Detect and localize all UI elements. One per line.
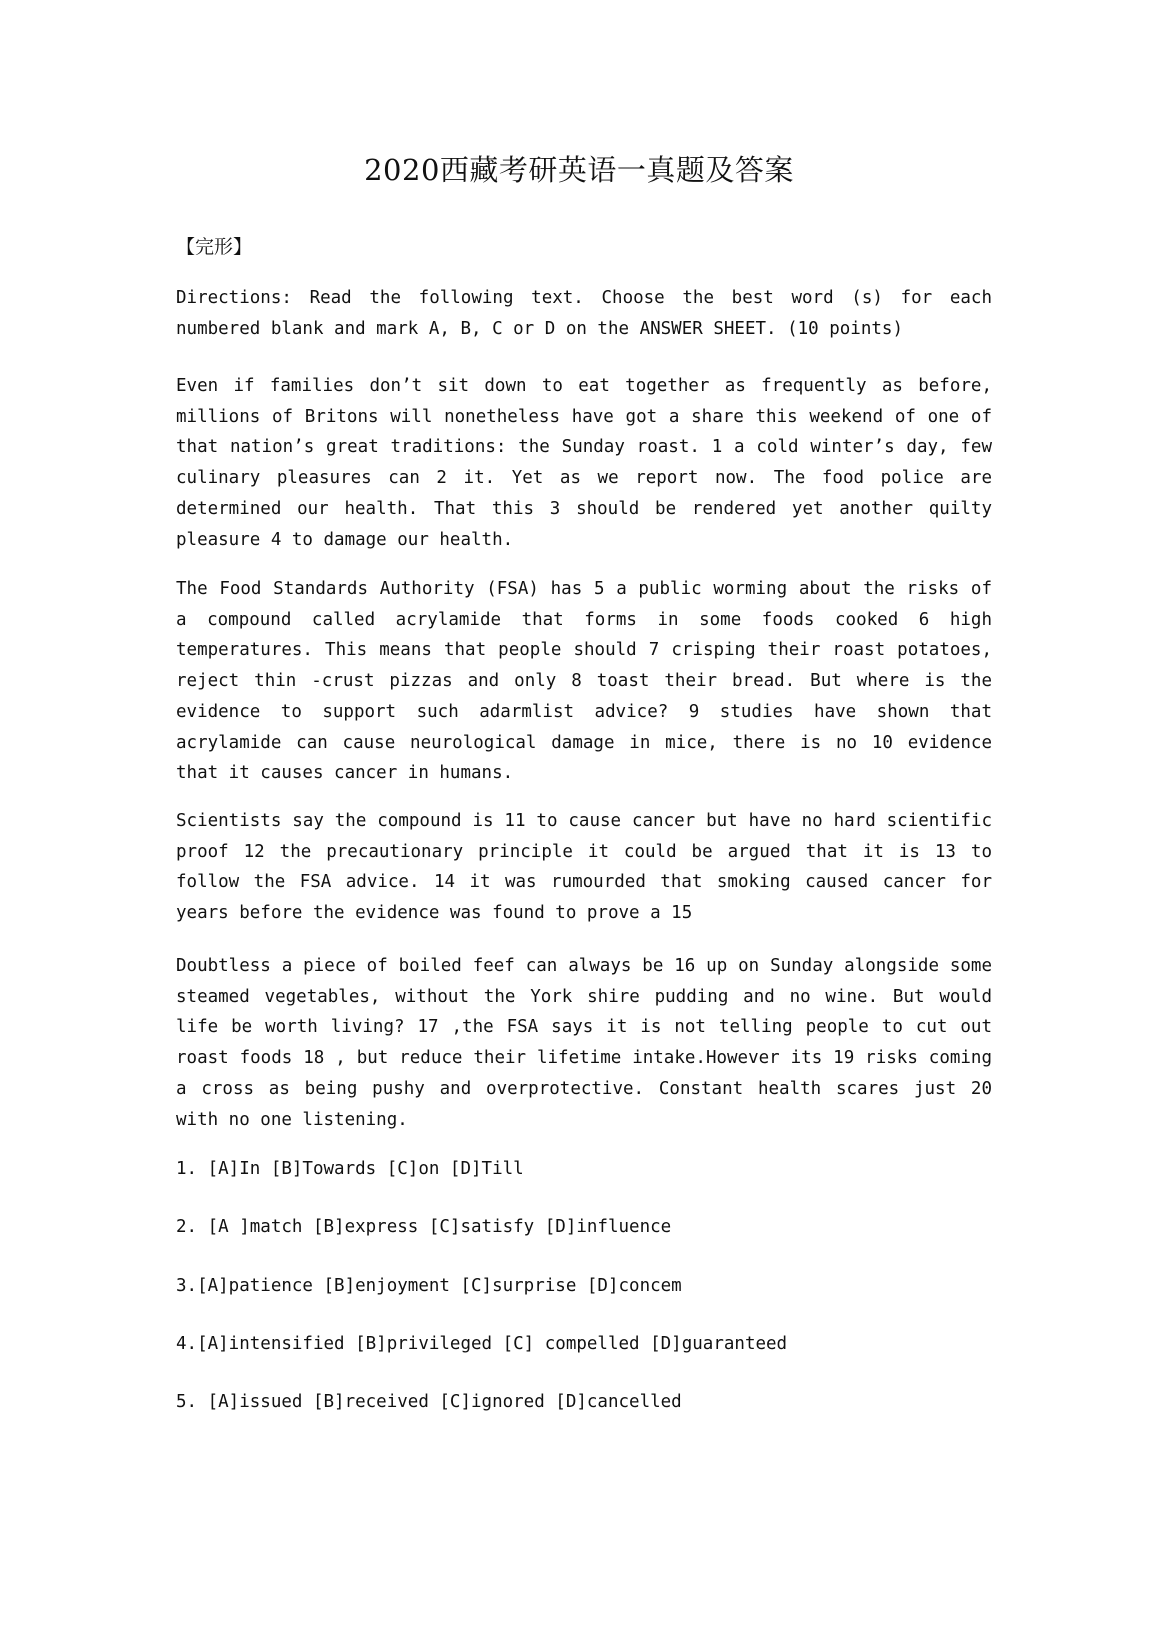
passage-paragraph: Scientists say the compound is 11 to cause cancer but have no hard scientific proof 12 the precautionary principle it could be argued that it is 13 to follow the FSA advice. 14 it was rumourded that smoking caused cancer for years before the evidence was found to prove a 15	[176, 811, 992, 924]
question-option-row: 2. [A ]match [B]express [C]satisfy [D]influence	[176, 1217, 672, 1237]
question-option-row: 4.[A]intensified [B]privileged [C] compelled [D]guaranteed	[176, 1334, 788, 1354]
directions-text: Directions: Read the following text. Choose the best word (s) for each numbered blank and mark A, B, C or D on the ANSWER SHEET. (10 points)	[176, 288, 992, 339]
question-option-row: 5. [A]issued [B]received [C]ignored [D]cancelled	[176, 1392, 682, 1412]
passage-paragraph: Doubtless a piece of boiled feef can always be 16 up on Sunday alongside some steamed vegetables, without the York shire pudding and no wine. But would life be worth living? 17 ,the FSA says it is not telling people to cut out roast foods 18 , but reduce their lifetime intake.However its 19 risks coming a cross as being pushy and overprotective. Constant health scares just 20 with no one listening.	[176, 956, 992, 1130]
passage-paragraph: The Food Standards Authority (FSA) has 5 a public worming about the risks of a compound called acrylamide that forms in some foods cooked 6 high temperatures. This means that people should 7 crisping their roast potatoes, reject thin -crust pizzas and only 8 toast their bread. But where is the evidence to support such adarmlist advice? 9 studies have shown that acrylamide can cause neurological damage in mice, there is no 10 evidence that it causes cancer in humans.	[176, 579, 992, 784]
passage-paragraph: Even if families don’t sit down to eat together as frequently as before, millions of Britons will nonetheless have got a share this weekend of one of that nation’s great traditions: the Sunday roast. 1 a cold winter’s day, few culinary pleasures can 2 it. Yet as we report now. The food police are determined our health. That this 3 should be rendered yet another quilty pleasure 4 to damage our health.	[176, 376, 992, 550]
page-title: 2020西藏考研英语一真题及答案	[364, 153, 794, 187]
question-option-row: 1. [A]In [B]Towards [C]on [D]Till	[176, 1159, 524, 1179]
section-label: 【完形】	[176, 236, 253, 258]
question-option-row: 3.[A]patience [B]enjoyment [C]surprise [D]concem	[176, 1276, 682, 1296]
